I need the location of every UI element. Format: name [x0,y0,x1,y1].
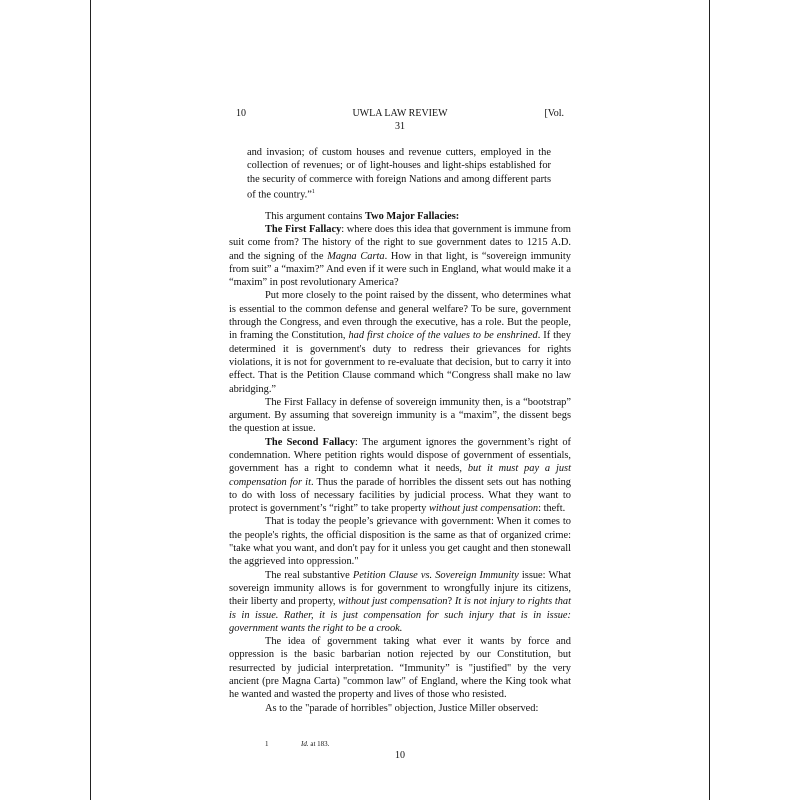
paragraph-grievance: That is today the people’s grievance with government: When it comes to the people's rights, the official disposition is the same as that of organized crime: "take what you want, and don't pay for it unless you get caught and then stonewall the aggrieved into oppression." [229,516,571,568]
footnote-ref[interactable]: 1 [311,188,315,195]
footnote-id: Id. [301,740,309,748]
volume-number: 31 [395,121,405,132]
paragraph-second-fallacy: The Second Fallacy: The argument ignores the government’s right of condemnation. Where petition rights would dispose of government of essentials, government has a right to condemn what it needs, but it must pay a just compensation for it. Thus the parade of horribles the dissent sets out has nothing to do with loss of necessary facilities by judicial process. What they want to protect is government’s “right” to take property without just compensation: theft. [229,436,572,515]
journal-title: UWLA LAW REVIEW [352,108,448,119]
paragraph-common-defense: Put more closely to the point raised by the dissent, who determines what is essential to the common defense and general welfare? To be sure, government through the Congress, and even through the executive, has a role. But the people, in framing the Constitution, had first choice of the values to be enshrined. If they determined it is government's duty to redress their grievances for rights violations, it is not for government to re-evaluate that decision, but to carry it into effect. That is the Petition Clause command which “Congress shall make no law abridging.” [229,290,571,395]
paragraph-intro: This argument contains Two Major Fallacies: [265,210,460,222]
footnote [265,740,329,749]
footnote-text: at 183. [308,740,330,748]
document-body [229,146,571,715]
paragraph-parade-of-horribles: As to the "parade of horribles" objection, Justice Miller observed: [265,702,539,714]
volume-label: [Vol. [544,108,564,119]
paragraph-barbarian-notion: The idea of government taking what ever it wants by force and oppression is the basic barbarian notion rejected by our Constitution, but resurrected by judicial interpretation. “Immunity” is "justified" by the very ancient (pre Magna Carta) "common law" of England, where the King took what he wanted and wasted the property and lives of those who resisted. [229,636,571,701]
header-page-number: 10 [236,108,246,119]
paragraph-substantive-issue: The real substantive Petition Clause vs. Sovereign Immunity issue: What sovereign immunity allows is for government to wrongfully injure its citizens, their liberty and property, without just compensation? It is not injury to rights that is in issue. Rather, it is just compensation for such injury that is in issue: government wants the right to be a crook. [229,569,571,634]
block-quote: and invasion; of custom houses and revenue cutters, employed in the collection of revenues; or of light-houses and light-ships established for the security of commerce with foreign Nations and among different parts of the country.”$^1$ [247,147,551,201]
paragraph-first-fallacy: The First Fallacy: where does this idea that government is immune from suit come from? The history of the right to sue government dates to 1215 A.D. and the signing of the Magna Carta. How in that light, is “sovereign immunity from suit” a “maxim?” And even if it were such in England, what would make it a “maxim” in post revolutionary America? [229,223,572,289]
page-number: 10 [395,750,405,761]
footnote-number: 1 [265,740,269,748]
paragraph-bootstrap: The First Fallacy in defense of sovereign immunity then, is a “bootstrap” argument. By assuming that sovereign immunity is a “maxim”, the dissent begs the question at issue. [229,396,571,435]
